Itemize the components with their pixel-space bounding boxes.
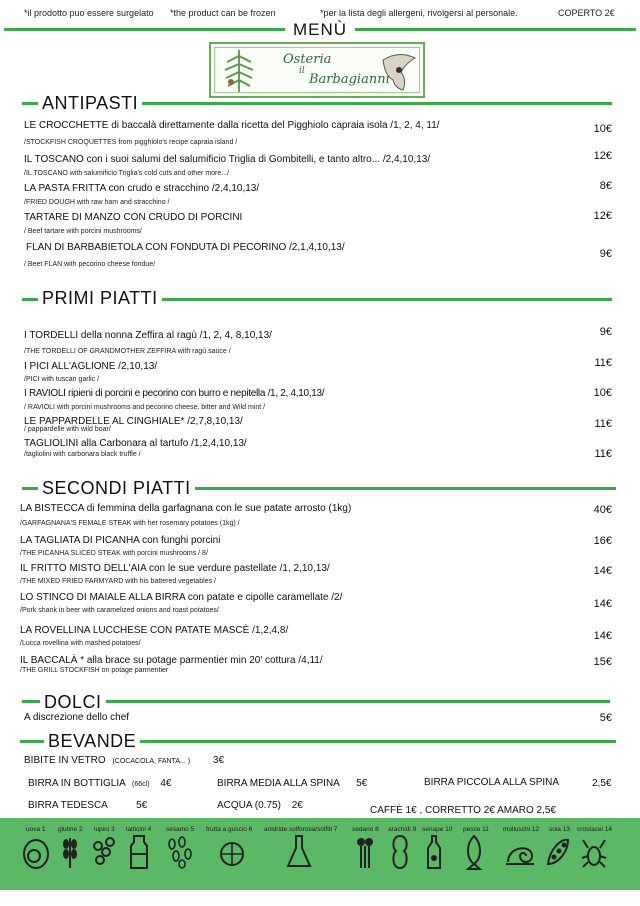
sub-pici: /PICI with tuscan garlic /: [24, 376, 100, 383]
bev-media-price: 5€: [356, 778, 368, 789]
bev-media: [217, 778, 367, 789]
allergen-label-3: lupini 3: [94, 826, 115, 833]
price-pasta-fritta: 8€: [599, 180, 612, 192]
price-fritto: 14€: [593, 565, 612, 577]
allergen-label-1: uova 1: [26, 826, 46, 833]
sub-pasta-fritta: /FRIED DOUGH with raw ham and stracchino /: [24, 199, 170, 206]
bev-acqua-name: ACQUA (0.75): [217, 800, 281, 811]
peanut-icon: [390, 834, 410, 870]
item-tagliolini: TAGLIOLINI alla Carbonara al tartufo /1,2,4,10,13/: [24, 438, 247, 449]
dolci-rule: [22, 700, 610, 703]
allergen-label-14: crostacei 14: [577, 826, 613, 833]
sub-stinco: /Pork shank in beer with caramelized onions and roast potatoes/: [20, 607, 219, 614]
pine-branch-icon: [219, 48, 259, 94]
sub-tagliolini: /tagliolini with carbonara black truffle /: [24, 451, 141, 458]
allergen-label-10: senape 10: [422, 826, 453, 833]
item-pasta-fritta: LA PASTA FRITTA con crudo e stracchino /2,4,10,13/: [24, 183, 260, 194]
celery-icon: [354, 834, 376, 870]
logo-line3: Barbagianni: [309, 72, 390, 87]
price-baccala: 15€: [593, 656, 612, 668]
note-allergens: *per la lista degli allergeni, rivolgersi al personale.: [320, 8, 518, 18]
soy-icon: [544, 834, 572, 870]
bev-bibite: [24, 755, 224, 766]
section-antipasti: ANTIPASTI: [38, 93, 142, 113]
item-bistecca: LA BISTECCA di femmina della garfagnana con le sue patate arrosto (1kg): [20, 503, 352, 514]
bev-bottiglia-price: 4€: [160, 778, 172, 789]
item-tordelli: I TORDELLI della nonna Zeffira al ragù /1, 2, 4, 8,10,13/: [24, 330, 272, 341]
price-flan: 9€: [599, 248, 612, 260]
fish-icon: [464, 834, 484, 870]
bev-bottiglia-detail: (66cl): [132, 781, 150, 788]
section-secondi: SECONDI PIATTI: [38, 478, 195, 498]
price-rovellina: 14€: [593, 630, 612, 642]
sub-bistecca: /GARFAGNANA'S FEMALE STEAK with her rosemary potatoes (1kg) /: [20, 520, 240, 527]
price-dolci: 5€: [599, 712, 612, 724]
price-tagliata: 16€: [593, 535, 612, 547]
milk-icon: [128, 834, 150, 870]
section-dolci: DOLCI: [40, 692, 106, 712]
sub-flan: / Beet FLAN with pecorino cheese fondue/: [24, 261, 156, 268]
owl-icon: [379, 50, 419, 94]
item-tartare: TARTARE DI MANZO CON CRUDO DI PORCINI: [24, 212, 243, 223]
bev-piccola-name: BIRRA PICCOLA ALLA SPINA: [424, 777, 560, 788]
sub-fritto: /THE MIXED FRIED FARMYARD with his battered vegetables /: [20, 578, 216, 585]
menu-title: MENÙ: [285, 20, 355, 40]
section-primi: PRIMI PIATTI: [38, 288, 162, 308]
item-ravioli: I RAVIOLI ripieni di porcini e pecorino con burro e nepitella /1, 2, 4,10,13/: [24, 388, 325, 399]
bev-bibite-price: 3€: [212, 755, 225, 766]
price-tordelli: 9€: [599, 326, 612, 338]
allergen-label-7: anidride solforosa/solfiti 7: [264, 826, 338, 833]
allergen-label-13: soia 13: [549, 826, 570, 833]
logo: [209, 42, 425, 98]
bev-tedesca-name: BIRRA TEDESCA: [28, 800, 108, 811]
price-pici: 11€: [594, 357, 612, 369]
item-tagliata: LA TAGLIATA DI PICANHA con funghi porcini: [20, 535, 221, 546]
sub-tagliata: /THE PICANHA SLICED STEAK with porcini mushrooms / 8/: [20, 550, 208, 557]
bev-media-name: BIRRA MEDIA ALLA SPINA: [217, 778, 340, 789]
sub-pappardelle: / pappardelle with wild boar/: [24, 426, 111, 433]
price-crocchette: 10€: [593, 123, 612, 135]
allergen-label-11: pesce 11: [463, 826, 489, 833]
bev-caffe: CAFFÈ 1€ , CORRETTO 2€ AMARO 2,5€: [370, 805, 556, 816]
item-baccala: IL BACCALÀ * alla brace su potage parmentier min 20' cottura /4,11/: [20, 655, 323, 666]
sub-toscano: /IL TOSCANO with salumificio Triglia's cold cuts and other more.../: [24, 170, 230, 177]
allergen-label-12: molluschi 12: [503, 826, 540, 833]
sub-tordelli: /THE TORDELLI OF GRANDMOTHER ZEFFIRA with ragù sauce /: [24, 348, 231, 355]
allergen-label-9: arachidi 9: [388, 826, 417, 833]
wheat-icon: [60, 834, 80, 870]
bev-bibite-name: BIBITE IN VETRO: [24, 755, 106, 766]
bev-bibite-detail: (COCACOLA, FANTA... ): [112, 758, 191, 765]
item-toscano: IL TOSCANO con i suoi salumi del salumificio Triglia di Gombitelli, e tanto altro... /2,4,10,13/: [24, 154, 431, 165]
mollusc-icon: [504, 834, 536, 870]
price-tagliolini: 11€: [594, 448, 612, 460]
bev-piccola-price: 2,5€: [592, 778, 612, 789]
item-stinco: LO STINCO DI MAIALE ALLA BIRRA con patate e cipolle caramellate /2/: [20, 592, 343, 603]
note-frozen-it: *il prodotto puo essere surgelato: [24, 8, 154, 18]
bev-bottiglia-name: BIRRA IN BOTTIGLIA: [28, 778, 126, 789]
sub-crocchette: /STOCKFISH CROQUETTES from pigghiolo's recipe capraia island /: [24, 139, 238, 146]
item-rovellina: LA ROVELLINA LUCCHESE CON PATATE MASCÈ /1,2,4,8/: [20, 625, 289, 636]
bev-acqua-price: 2€: [291, 800, 303, 811]
crustacean-icon: [580, 834, 608, 870]
lupin-icon: [90, 834, 118, 870]
price-tartare: 12€: [593, 210, 612, 222]
price-toscano: 12€: [593, 150, 612, 162]
sesame-icon: [164, 834, 196, 870]
item-pappardelle: LE PAPPARDELLE AL CINGHIALE* /2,7,8,10,13/: [24, 416, 243, 427]
item-crocchette: LE CROCCHETTE di baccalà direttamente dalla ricetta del Pigghiolo capraia isola /1, 2, 4, 11/: [24, 120, 440, 131]
item-dolci: A discrezione dello chef: [24, 712, 130, 723]
price-stinco: 14€: [593, 598, 612, 610]
section-bevande: BEVANDE: [44, 731, 140, 751]
mustard-icon: [424, 834, 444, 870]
coperto: COPERTO 2€: [558, 8, 615, 18]
sub-tartare: / Beef tartare with porcini mushrooms/: [24, 228, 142, 235]
logo-line2: il: [299, 66, 305, 76]
price-pappardelle: 11€: [594, 418, 612, 430]
allergen-label-4: latticini 4: [126, 826, 152, 833]
allergen-label-2: glutine 2: [58, 826, 83, 833]
sub-ravioli: / RAVIOLI with porcini mushrooms and pecorino cheese, bitter and Wild mint /: [24, 404, 266, 411]
price-bistecca: 40€: [593, 504, 612, 516]
flask-icon: [286, 834, 312, 870]
item-fritto: IL FRITTO MISTO DELL'AIA con le sue verdure pastellate /1, 2,10,13/: [20, 563, 330, 574]
bev-tedesca-price: 5€: [136, 800, 148, 811]
nut-icon: [218, 834, 246, 870]
bev-bottiglia: [28, 778, 171, 789]
allergen-label-8: sedano 8: [352, 826, 379, 833]
note-frozen-en: *the product can be frozen: [170, 8, 276, 18]
item-pici: I PICI ALL'AGLIONE /2,10,13/: [24, 361, 158, 372]
bev-tedesca: [28, 800, 147, 811]
logo-line1: Osteria: [283, 52, 332, 67]
sub-rovellina: /Lucca rovellina with mashed potatoes/: [20, 640, 141, 647]
egg-icon: [20, 834, 52, 870]
allergen-label-6: frutta a guscio 6: [206, 826, 253, 833]
bev-acqua: [217, 800, 303, 811]
allergen-label-5: sesamo 5: [166, 826, 195, 833]
item-flan: FLAN DI BARBABIETOLA CON FONDUTA DI PECORINO /2,1,4,10,13/: [26, 242, 345, 253]
price-ravioli: 10€: [593, 387, 612, 399]
sub-baccala: /THE GRILL STOCKFISH on potage parmentier: [20, 667, 169, 674]
